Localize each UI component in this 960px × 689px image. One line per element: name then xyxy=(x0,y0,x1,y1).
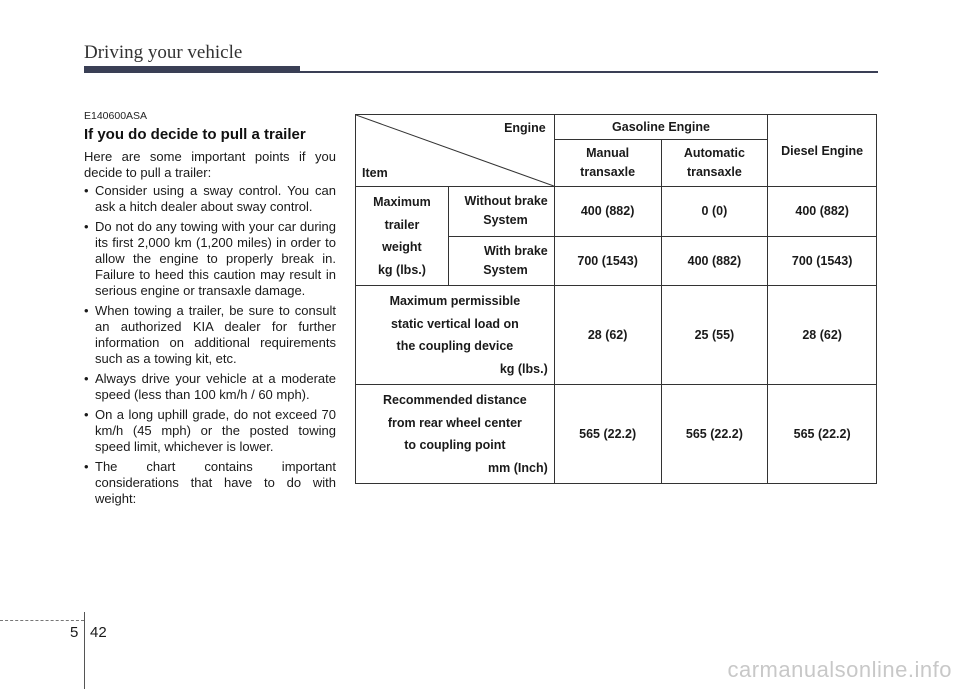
table-corner-header xyxy=(356,115,555,187)
max-trailer-weight-label: Maximum trailer weight kg (lbs.) xyxy=(356,187,449,286)
list-item: • On a long uphill grade, do not exceed 70 km/h (45 mph) or the posted towing speed limit, whichever is lower. xyxy=(84,407,336,454)
cell-without-brake-manual: 400 (882) xyxy=(554,187,661,237)
cell-without-brake-diesel: 400 (882) xyxy=(768,187,877,237)
cell-static-load-manual: 28 (62) xyxy=(554,286,661,385)
tips-list xyxy=(84,183,336,507)
list-item: • Always drive your vehicle at a moderate speed (less than 100 km/h / 60 mph). xyxy=(84,371,336,402)
list-item: • Do not do any towing with your car during its first 2,000 km (1,200 miles) in order to allow the engine to properly break in. Failure to heed this caution may result in serious engine or transaxle damage. xyxy=(84,219,336,298)
item-label: Item xyxy=(362,166,388,180)
cell-distance-automatic: 565 (22.2) xyxy=(661,385,768,484)
footer-rule xyxy=(0,620,84,621)
list-item: • When towing a trailer, be sure to consult an authorized KIA dealer for further information on additional requirements such as a towing kit, etc. xyxy=(84,303,336,366)
trailer-tips-section xyxy=(84,110,336,511)
section-number: 5 xyxy=(70,624,79,641)
coupling-distance-label: Recommended distance from rear wheel center to coupling point mm (Inch) xyxy=(356,385,555,484)
list-item: • Consider using a sway control. You can ask a hitch dealer about sway control. xyxy=(84,183,336,214)
section-intro: Here are some important points if you decide to pull a trailer: xyxy=(84,149,336,180)
cell-static-load-automatic: 25 (55) xyxy=(661,286,768,385)
cell-without-brake-automatic: 0 (0) xyxy=(661,187,768,237)
cell-static-load-diesel: 28 (62) xyxy=(768,286,877,385)
cell-with-brake-automatic: 400 (882) xyxy=(661,236,768,286)
engine-label: Engine xyxy=(504,121,546,135)
gasoline-engine-header: Gasoline Engine xyxy=(554,115,768,140)
cell-with-brake-diesel: 700 (1543) xyxy=(768,236,877,286)
list-item: • The chart contains important considerations that have to do with weight: xyxy=(84,459,336,506)
watermark: carmanualsonline.info xyxy=(727,657,952,682)
diesel-engine-header: Diesel Engine xyxy=(768,115,877,187)
header-accent-bar xyxy=(84,66,300,73)
cell-with-brake-manual: 700 (1543) xyxy=(554,236,661,286)
page-header-title: Driving your vehicle xyxy=(84,42,243,63)
section-heading: If you do decide to pull a trailer xyxy=(84,126,306,143)
footer-divider xyxy=(84,612,85,689)
automatic-transaxle-header: Automatic transaxle xyxy=(661,140,768,187)
manual-transaxle-header: Manual transaxle xyxy=(554,140,661,187)
page-number: 42 xyxy=(90,624,107,641)
cell-distance-diesel: 565 (22.2) xyxy=(768,385,877,484)
without-brake-label: Without brake System xyxy=(448,187,554,237)
with-brake-label: With brake System xyxy=(448,236,554,286)
header-rule xyxy=(300,71,878,73)
trailer-weight-table xyxy=(355,114,877,484)
cell-distance-manual: 565 (22.2) xyxy=(554,385,661,484)
section-code: E140600ASA xyxy=(84,110,148,122)
static-load-label: Maximum permissible static vertical load on the coupling device kg (lbs.) xyxy=(356,286,555,385)
